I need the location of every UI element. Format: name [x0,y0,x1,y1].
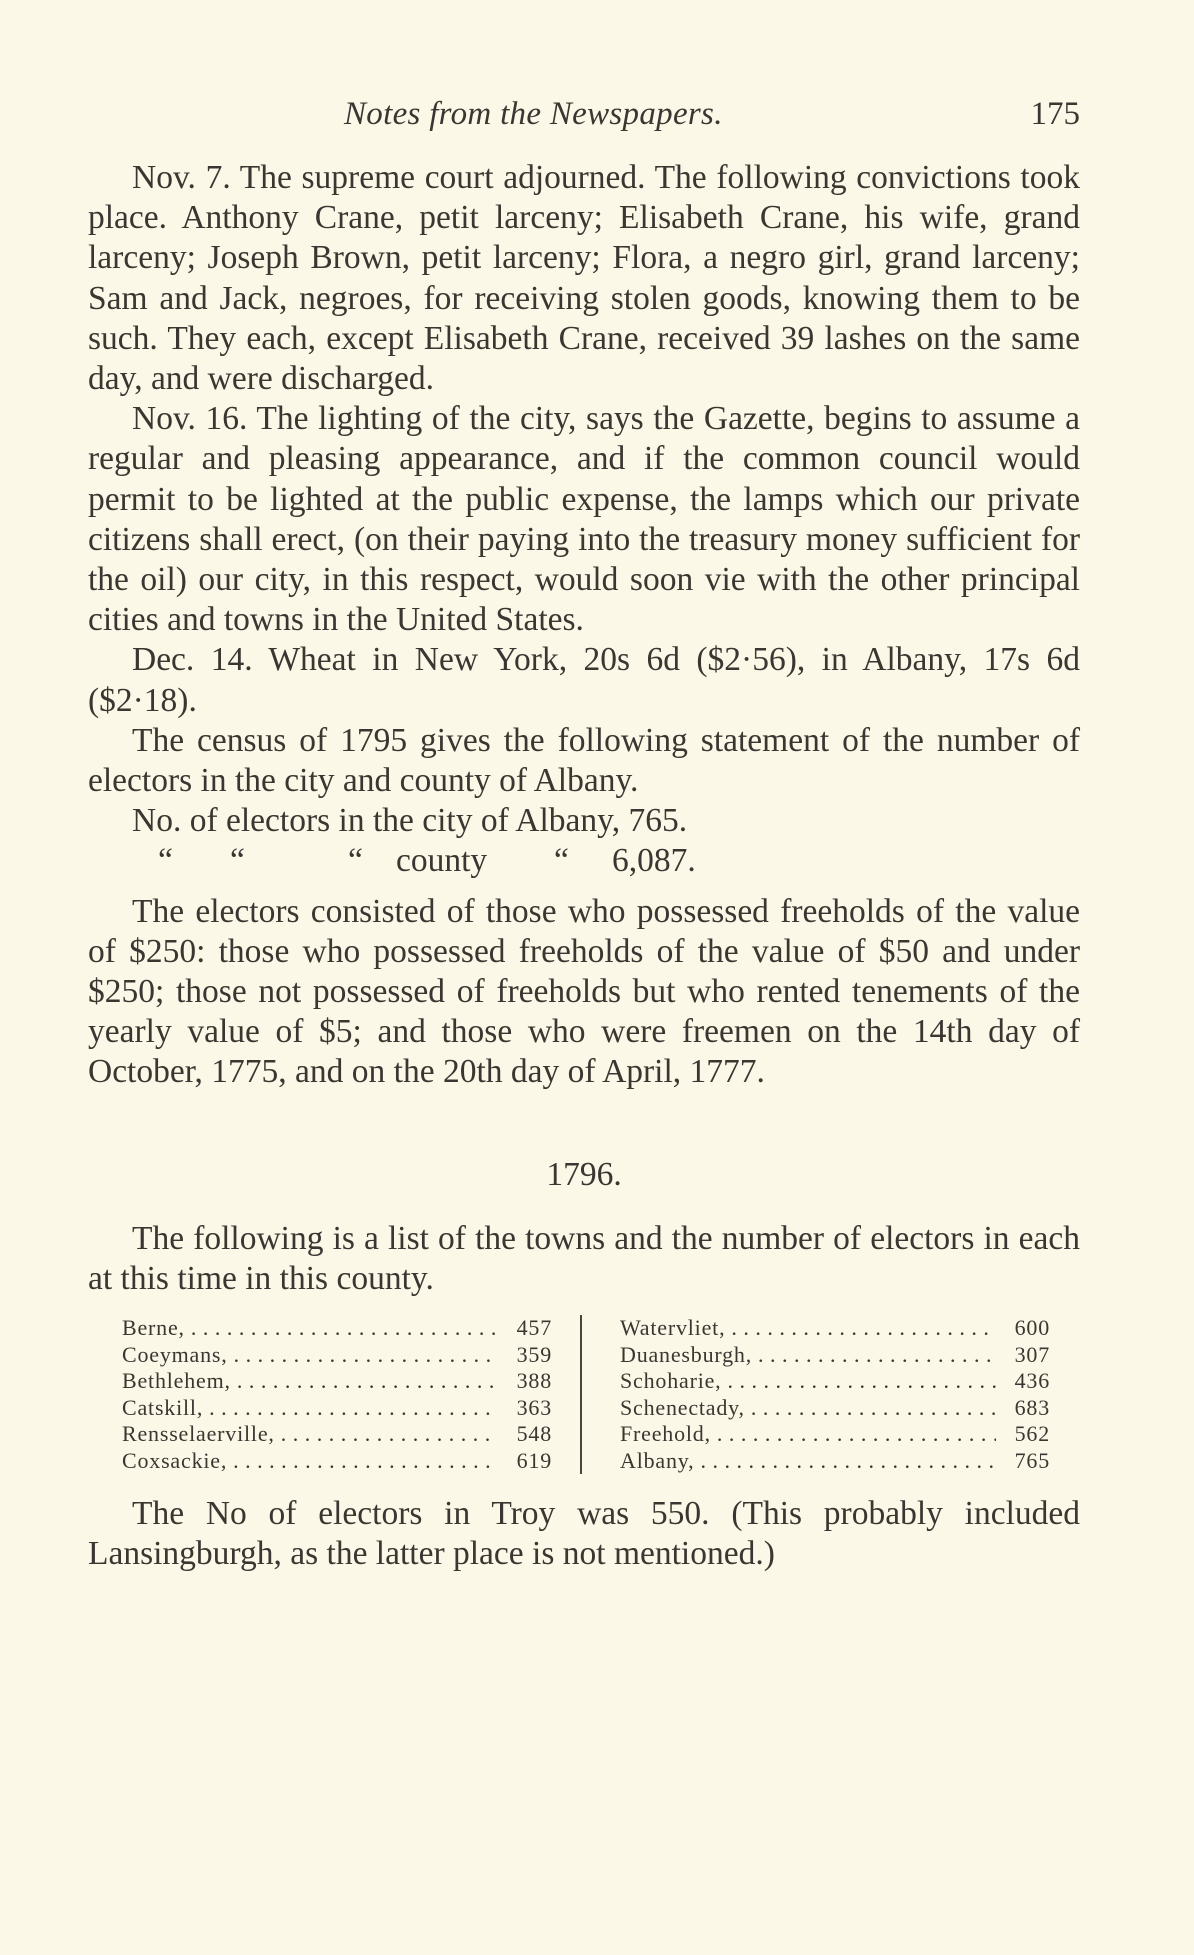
table-row [122,1395,552,1422]
book-page [88,92,1080,1574]
dot-leader [233,1448,498,1475]
table-row [122,1448,552,1475]
table-row [620,1448,1050,1475]
town-name: Watervliet, [620,1315,726,1341]
town-name: Bethlehem, [122,1368,231,1394]
paragraph-dec-14: Dec. 14. Wheat in New York, 20s 6d ($2·56), in Albany, 17s 6d ($2·18). [88,641,1080,719]
town-name: Coxsackie, [122,1447,228,1473]
town-name: Freehold, [620,1421,711,1447]
electors-count: 436 [1014,1368,1050,1394]
town-name: Coeymans, [122,1341,228,1367]
table-row [620,1342,1050,1369]
county-word: county [396,842,488,880]
body-text [88,158,1080,1574]
paragraph-towns-intro: The following is a list of the towns and the number of electors in each at this time in this county. [88,1219,1080,1297]
town-name: Rensselaerville, [122,1421,275,1447]
dot-leader [237,1368,498,1395]
town-name: Schenectady, [620,1394,745,1420]
dot-leader [731,1315,996,1342]
dot-leader [281,1421,498,1448]
dot-leader [717,1421,996,1448]
electors-count: 619 [516,1447,552,1473]
town-name: Catskill, [122,1394,204,1420]
electors-count: 562 [1014,1421,1050,1447]
dot-leader [700,1448,996,1475]
table-row [122,1421,552,1448]
town-name: Berne, [122,1315,185,1341]
table-row [620,1368,1050,1395]
dot-leader [751,1395,996,1422]
ditto-mark: “ [554,842,569,880]
dot-leader [727,1368,996,1395]
dot-leader [758,1342,996,1369]
town-name: Duanesburgh, [620,1341,753,1367]
table-row [122,1342,552,1369]
electors-count: 457 [516,1315,552,1341]
ditto-mark: “ [230,842,245,880]
paragraph-nov-7: Nov. 7. The supreme court adjourned. The following convictions took place. Anthony Crane, petit larceny; Elisabeth Crane, his wife, grand larceny; Joseph Brown, petit larceny; Flora, a negro girl, grand larceny; Sam and Jack, negroes, for receiving stolen goods, knowing them to be such. They each, except Elisabeth Crane, received 39 lashes on the same day, and were discharged. [88,159,1080,398]
dot-leader [191,1315,498,1342]
ditto-mark: “ [348,842,363,880]
table-row [122,1315,552,1342]
electors-city-line: No. of electors in the city of Albany, 765. [132,802,688,840]
electors-county-line [88,841,1080,881]
electors-count: 600 [1014,1315,1050,1341]
table-row [122,1368,552,1395]
towns-column-left [88,1315,582,1474]
paragraph-electors-consisted: The electors consisted of those who possessed freeholds of the value of $250: those who possessed freeholds of the value of $50 and under $250; those not possessed of freeholds but who rented tenements of the yearly value of $5; and those who were freemen on the 14th day of October, 1775, and on the 20th day of April, 1777. [88,892,1080,1091]
dot-leader [209,1395,498,1422]
towns-electors-table [88,1315,1080,1474]
year-heading-1796: 1796. [546,1155,622,1193]
running-head-title: Notes from the Newspapers. [344,96,723,132]
town-name: Albany, [620,1447,695,1473]
ditto-mark: “ [158,842,173,880]
paragraph-census-1795: The census of 1795 gives the following statement of the number of electors in the city and county of Albany. [88,721,1080,800]
dot-leader [234,1342,498,1369]
paragraph-troy-note: The No of electors in Troy was 550. (This probably included Lansingburgh, as the latter place is not mentioned.) [88,1495,1080,1573]
electors-count: 765 [1014,1447,1050,1473]
table-row [620,1395,1050,1422]
running-head [88,92,1080,136]
electors-count: 683 [1014,1394,1050,1420]
page-number: 175 [1030,96,1080,132]
table-row [620,1315,1050,1342]
electors-count: 363 [516,1394,552,1420]
electors-count: 388 [516,1368,552,1394]
electors-count: 307 [1014,1341,1050,1367]
town-name: Schoharie, [620,1368,722,1394]
county-electors-value: 6,087. [612,842,696,880]
electors-count: 359 [516,1341,552,1367]
towns-column-right [582,1315,1078,1474]
table-row [620,1421,1050,1448]
paragraph-nov-16: Nov. 16. The lighting of the city, says the Gazette, begins to assume a regular and pleasing appearance, and if the common council would permit to be lighted at the public expense, the lamps which our private citizens shall erect, (on their paying into the treasury money sufficient for the oil) our city, in this respect, would soon vie with the other principal cities and towns in the United States. [88,400,1080,639]
electors-count: 548 [516,1421,552,1447]
